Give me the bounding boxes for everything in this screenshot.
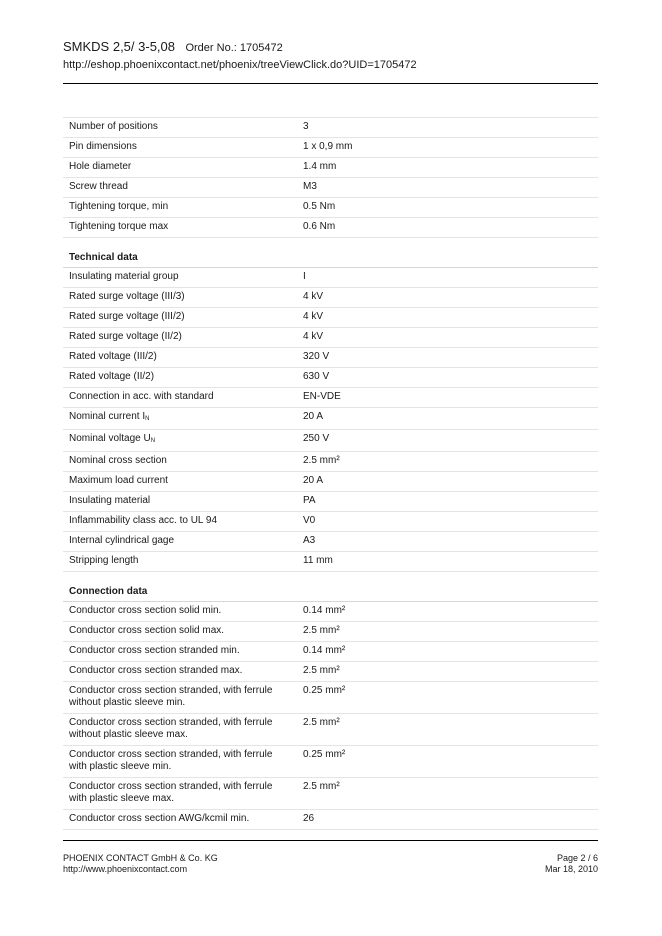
- table-row: [63, 452, 598, 472]
- spec-label: [63, 218, 297, 238]
- spec-label: [63, 682, 297, 714]
- table-row: [63, 746, 598, 778]
- spec-value: A3: [297, 532, 598, 552]
- company-website[interactable]: http://www.phoenixcontact.com: [63, 864, 188, 874]
- spec-label: [63, 118, 297, 138]
- table-row: [63, 178, 598, 198]
- footer-divider: [63, 840, 598, 841]
- spec-value: 2.5 mm²: [297, 452, 598, 472]
- spec-value: PA: [297, 492, 598, 512]
- spec-label: [63, 408, 297, 430]
- table-row: [63, 512, 598, 532]
- title-line: [63, 38, 598, 56]
- spec-label-subscript: N: [150, 438, 156, 444]
- spec-label-text: Insulating material: [69, 495, 151, 506]
- table-row: [63, 408, 598, 430]
- spec-label: [63, 158, 297, 178]
- spec-label-text: Conductor cross section AWG/kcmil min.: [69, 813, 250, 824]
- table-row: [63, 778, 598, 810]
- spec-value: 20 A: [297, 472, 598, 492]
- table-row: [63, 218, 598, 238]
- spec-label-text: Number of positions: [69, 121, 158, 132]
- table-row: [63, 662, 598, 682]
- spec-label-text: Conductor cross section stranded, with ferrule without plastic sleeve min.: [69, 685, 273, 708]
- product-name: SMKDS 2,5/ 3-5,08: [63, 39, 175, 54]
- spec-value: 320 V: [297, 348, 598, 368]
- table-row: [63, 810, 598, 830]
- table-row: [63, 138, 598, 158]
- table-row: [63, 198, 598, 218]
- header-divider: [63, 83, 598, 84]
- spec-value: 11 mm: [297, 552, 598, 572]
- table-row: [63, 388, 598, 408]
- spec-value: 0.25 mm²: [297, 746, 598, 778]
- table-row: [63, 368, 598, 388]
- spec-label-text: Internal cylindrical gage: [69, 535, 175, 546]
- spec-label: [63, 492, 297, 512]
- spec-label: [63, 198, 297, 218]
- spec-value: M3: [297, 178, 598, 198]
- spec-label: [63, 388, 297, 408]
- spec-value: I: [297, 268, 598, 288]
- spec-label: [63, 178, 297, 198]
- technical-data-rows: [63, 268, 598, 572]
- spec-label-text: Rated surge voltage (III/3): [69, 291, 185, 302]
- technical-data-section: [63, 238, 598, 268]
- table-row: [63, 430, 598, 452]
- spec-value: 250 V: [297, 430, 598, 452]
- spec-label-text: Rated surge voltage (III/2): [69, 311, 185, 322]
- footer-right: [545, 853, 598, 875]
- spec-label: [63, 602, 297, 622]
- spec-label: [63, 288, 297, 308]
- spec-value: 0.5 Nm: [297, 198, 598, 218]
- table-row: [63, 268, 598, 288]
- spec-label: [63, 714, 297, 746]
- page-header: [63, 38, 598, 71]
- spec-label: [63, 368, 297, 388]
- spec-label-text: Insulating material group: [69, 271, 179, 282]
- spec-label: [63, 642, 297, 662]
- spec-label-text: Tightening torque max: [69, 221, 169, 232]
- spec-value: 4 kV: [297, 288, 598, 308]
- spec-value: 20 A: [297, 408, 598, 430]
- general-specs: [63, 118, 598, 238]
- spec-label-text: Conductor cross section stranded, with ferrule with plastic sleeve max.: [69, 781, 273, 804]
- spec-label: [63, 552, 297, 572]
- spec-label-text: Stripping length: [69, 555, 139, 566]
- spec-label: [63, 308, 297, 328]
- company-name: PHOENIX CONTACT GmbH & Co. KG: [63, 853, 218, 863]
- spec-value: 0.6 Nm: [297, 218, 598, 238]
- spec-label: [63, 810, 297, 830]
- connection-data-rows: [63, 602, 598, 830]
- spec-value: 1.4 mm: [297, 158, 598, 178]
- spec-label: [63, 430, 297, 452]
- spec-value: EN-VDE: [297, 388, 598, 408]
- table-row: [63, 472, 598, 492]
- spec-label: [63, 452, 297, 472]
- section-title-connection: Connection data: [63, 572, 598, 602]
- table-row: [63, 308, 598, 328]
- table-row: [63, 642, 598, 662]
- spec-label-text: Nominal voltage U: [69, 433, 151, 444]
- spec-label-text: Conductor cross section stranded min.: [69, 645, 240, 656]
- spec-content: [63, 117, 598, 830]
- spec-value: 4 kV: [297, 308, 598, 328]
- table-row: [63, 532, 598, 552]
- table-row: [63, 622, 598, 642]
- spec-label-text: Nominal cross section: [69, 455, 167, 466]
- spec-label-text: Conductor cross section stranded, with ferrule with plastic sleeve min.: [69, 749, 273, 772]
- spec-label-text: Conductor cross section stranded max.: [69, 665, 243, 676]
- spec-label-text: Screw thread: [69, 181, 128, 192]
- spec-value: 0.25 mm²: [297, 682, 598, 714]
- spec-value: 2.5 mm²: [297, 662, 598, 682]
- spec-label: [63, 138, 297, 158]
- spec-label: [63, 472, 297, 492]
- page-number: Page 2 / 6: [556, 853, 598, 863]
- product-url[interactable]: http://eshop.phoenixcontact.net/phoenix/treeViewClick.do?UID=1705472: [63, 59, 417, 71]
- spec-table: [63, 117, 598, 830]
- spec-label: [63, 532, 297, 552]
- spec-label-text: Tightening torque, min: [69, 201, 169, 212]
- spec-value: 2.5 mm²: [297, 622, 598, 642]
- order-number: Order No.: 1705472: [185, 42, 283, 54]
- spec-value: 0.14 mm²: [297, 642, 598, 662]
- table-row: [63, 492, 598, 512]
- spec-label-text: Maximum load current: [69, 475, 168, 486]
- section-title-technical: Technical data: [63, 238, 598, 268]
- spec-label-text: Rated surge voltage (II/2): [69, 331, 182, 342]
- spec-value: 3: [297, 118, 598, 138]
- spec-value: 0.14 mm²: [297, 602, 598, 622]
- spec-label: [63, 348, 297, 368]
- spec-label: [63, 662, 297, 682]
- table-row: [63, 552, 598, 572]
- spec-label-text: Inflammability class acc. to UL 94: [69, 515, 218, 526]
- table-row: [63, 348, 598, 368]
- table-row: [63, 288, 598, 308]
- connection-data-section: [63, 572, 598, 602]
- spec-label-text: Rated voltage (II/2): [69, 371, 155, 382]
- spec-label-subscript: N: [145, 416, 150, 422]
- spec-value: V0: [297, 512, 598, 532]
- spec-label: [63, 778, 297, 810]
- spec-value: 2.5 mm²: [297, 714, 598, 746]
- spec-value: 4 kV: [297, 328, 598, 348]
- spec-value: 26: [297, 810, 598, 830]
- table-row: [63, 602, 598, 622]
- table-row: [63, 682, 598, 714]
- spec-label-text: Hole diameter: [69, 161, 132, 172]
- spec-label-text: Rated voltage (III/2): [69, 351, 157, 362]
- spec-label-text: Conductor cross section solid min.: [69, 605, 222, 616]
- spec-value: 2.5 mm²: [297, 778, 598, 810]
- spec-label-text: Pin dimensions: [69, 141, 137, 152]
- table-row: [63, 714, 598, 746]
- table-row: [63, 328, 598, 348]
- spec-value: 630 V: [297, 368, 598, 388]
- table-row: [63, 118, 598, 138]
- spec-value: 1 x 0,9 mm: [297, 138, 598, 158]
- spec-label: [63, 622, 297, 642]
- footer-left: [63, 853, 218, 875]
- spec-label-text: Conductor cross section stranded, with ferrule without plastic sleeve max.: [69, 717, 273, 740]
- spec-label: [63, 328, 297, 348]
- spec-label-text: Connection in acc. with standard: [69, 391, 214, 402]
- document-date: Mar 18, 2010: [544, 864, 598, 874]
- spec-label-text: Nominal current I: [69, 411, 146, 422]
- spec-label: [63, 746, 297, 778]
- table-row: [63, 158, 598, 178]
- spec-label: [63, 512, 297, 532]
- spec-label-text: Conductor cross section solid max.: [69, 625, 225, 636]
- spec-label: [63, 268, 297, 288]
